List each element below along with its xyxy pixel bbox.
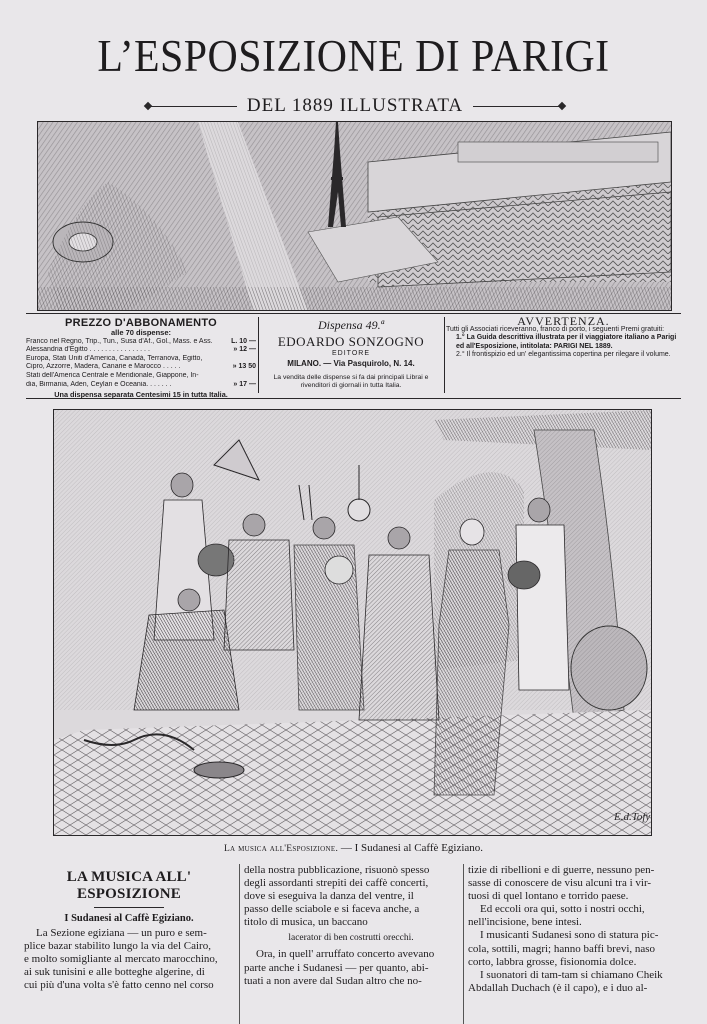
publisher-name: EDOARDO SONZOGNO: [277, 334, 425, 349]
text-line: corto, labbra grosse, fisionomia dolce.: [468, 955, 637, 968]
price-label: Europa, Stati Uniti d'America, Canadà, Terranova, Egitto,: [26, 354, 203, 362]
subscription-box: [26, 317, 256, 400]
text-line: plice bazar stabilito lungo la via del Cairo,: [24, 940, 211, 953]
article-title: LA MUSICA ALL' ESPOSIZIONE: [66, 869, 192, 902]
price-row: [26, 372, 256, 381]
text-line: ai suk tunisini e alle botteghe algerine, di: [24, 966, 205, 979]
subscription-price-list: [26, 338, 256, 390]
notice-intro: Tutti gli Associati riceveranno, franco di porto, i seguenti Premi gratuiti:: [446, 325, 665, 333]
text-line: I musicanti Sudanesi sono di statura pic-: [480, 929, 659, 942]
text-line: passo delle sciabole e si faceva anche, a: [244, 903, 420, 916]
column-divider: [239, 864, 240, 1024]
notice-item-2: 2.° Il frontispizio ed un' elegantissima copertina per rilegare il volume.: [456, 351, 671, 359]
masthead-title: L’ESPOSIZIONE DI PARIGI: [97, 31, 610, 81]
article-text: [24, 927, 234, 992]
single-issue-price: Una dispensa separata Centesimi 15 in tutta Italia.: [54, 390, 228, 400]
text-line: tuati a non avere dal Sudan altro che no-: [244, 974, 422, 987]
text-line: cola, sottili, magri; hanno baffi brevi, naso: [468, 942, 656, 955]
subscription-subheading: alle 70 dispense:: [110, 328, 172, 337]
price-amount: » 12 —: [233, 346, 256, 354]
engraving-scene: [54, 410, 651, 835]
article-text: [244, 864, 458, 929]
text-line: Abdallah Duchach (è il capo), e i duo al-: [468, 981, 648, 994]
text-line: I suonatori di tam-tam si chiamano Cheik: [480, 968, 663, 981]
text-line: cui più d'una volta s'è fatto cenno nel corso: [24, 979, 214, 992]
price-row: [26, 381, 256, 390]
price-label: Alessandria d'Egitto . . . . . . . . . . . . . . . .: [26, 346, 150, 354]
ornamental-rule: [473, 106, 565, 107]
ornamental-rule: [145, 106, 237, 107]
price-row: [26, 338, 256, 347]
text-line: dove si eseguiva la danza del ventre, il: [244, 890, 414, 903]
exposition-panorama-engraving: [37, 121, 672, 311]
masthead-subtitle: DEL 1889 ILLUSTRATA: [246, 95, 464, 116]
publisher-box: [260, 317, 442, 390]
price-label: Stati dell'America Centrale e Meridionale, Giappone, In-: [26, 371, 199, 379]
article-text: [244, 948, 458, 987]
price-amount: » 17 —: [233, 380, 256, 388]
text-line: tizie di ribellioni e di guerre, nessuno pen-: [468, 864, 655, 876]
article-text: [468, 864, 684, 995]
column-divider: [444, 317, 445, 393]
column-divider: [463, 864, 464, 1024]
price-amount: L. 10 —: [231, 337, 256, 345]
publisher-role: EDITORE: [332, 350, 370, 357]
price-row: [26, 363, 256, 372]
price-row: [26, 346, 256, 355]
text-line: della nostra pubblicazione, risuonò spesso: [244, 864, 430, 876]
price-amount: [228, 372, 256, 381]
price-label: dia, Birmania, Aden, Ceylan e Oceania. . . . . . .: [26, 380, 172, 388]
text-line: e molto somigliante al mercato marocchino,: [24, 953, 218, 966]
price-amount: » 13 50: [232, 363, 256, 371]
illustration-caption: [0, 842, 707, 854]
text-line: titolo di musica, un baccano: [244, 916, 368, 929]
caption-prefix: La musica all'Esposizione.: [223, 844, 339, 854]
price-row: [26, 355, 256, 364]
sales-note: La vendita delle dispense si fa dai principali Librai e rivenditori di giornali in tutta Italia.: [273, 374, 429, 389]
text-line: parte anche i Sudanesi — per quanto, abi-: [244, 961, 429, 974]
text-line: tuosi di quel lontano e torrido paese.: [468, 890, 629, 903]
title-rule: [94, 907, 164, 908]
article-column-3: [468, 864, 684, 995]
notice-box: [446, 314, 681, 360]
text-line: Ora, in quell' arruffato concerto avevano: [256, 948, 435, 961]
artist-signature: E.d.Tofy: [614, 811, 651, 823]
text-line: nell'incisione, bene intesi.: [468, 916, 582, 929]
article: [24, 864, 684, 1024]
subscription-heading: PREZZO D'ABBONAMENTO: [64, 317, 218, 329]
notice-heading: AVVERTENZA.: [517, 314, 610, 328]
issue-number: Dispensa 49.ª: [318, 318, 384, 332]
price-label: Franco nel Regno, Trip., Tun., Susa d'Af., Gol., Mass. e Ass.: [26, 337, 213, 345]
publisher-address: MILANO. — Via Pasquirolo, N. 14.: [287, 359, 415, 368]
article-column-1: [24, 864, 234, 992]
info-band: [26, 313, 681, 399]
text-line: sasse di conoscere de visu alcuni tra i vir-: [468, 877, 652, 890]
column-divider: [258, 317, 259, 393]
text-line: La Sezione egiziana — un puro e sem-: [36, 927, 207, 939]
price-label: Cipro, Azzorre, Madera, Canarie e Marocco . . . . .: [26, 363, 181, 371]
article-subtitle: I Sudanesi al Caffè Egiziano.: [64, 913, 194, 924]
article-column-2: [244, 864, 458, 988]
verse-quote: lacerator di ben costrutti orecchi.: [288, 933, 414, 944]
panorama-illustration: [38, 122, 671, 310]
price-amount: [228, 355, 256, 364]
text-line: degli assordanti strepiti dei caffè concerti,: [244, 877, 429, 890]
masthead-subtitle-row: [145, 95, 565, 117]
sudanese-musicians-illustration: [53, 409, 652, 836]
caption-main: — I Sudanesi al Caffè Egiziano.: [340, 842, 484, 854]
notice-item-1: 1.° La Guida descrittiva illustrata per il viaggiatore italiano a Parigi ed all'Esposizione, intitolata: PARIGI NEL 1889.: [456, 334, 677, 350]
text-line: Ed eccoli ora qui, sotto i nostri occhi,: [480, 903, 645, 916]
